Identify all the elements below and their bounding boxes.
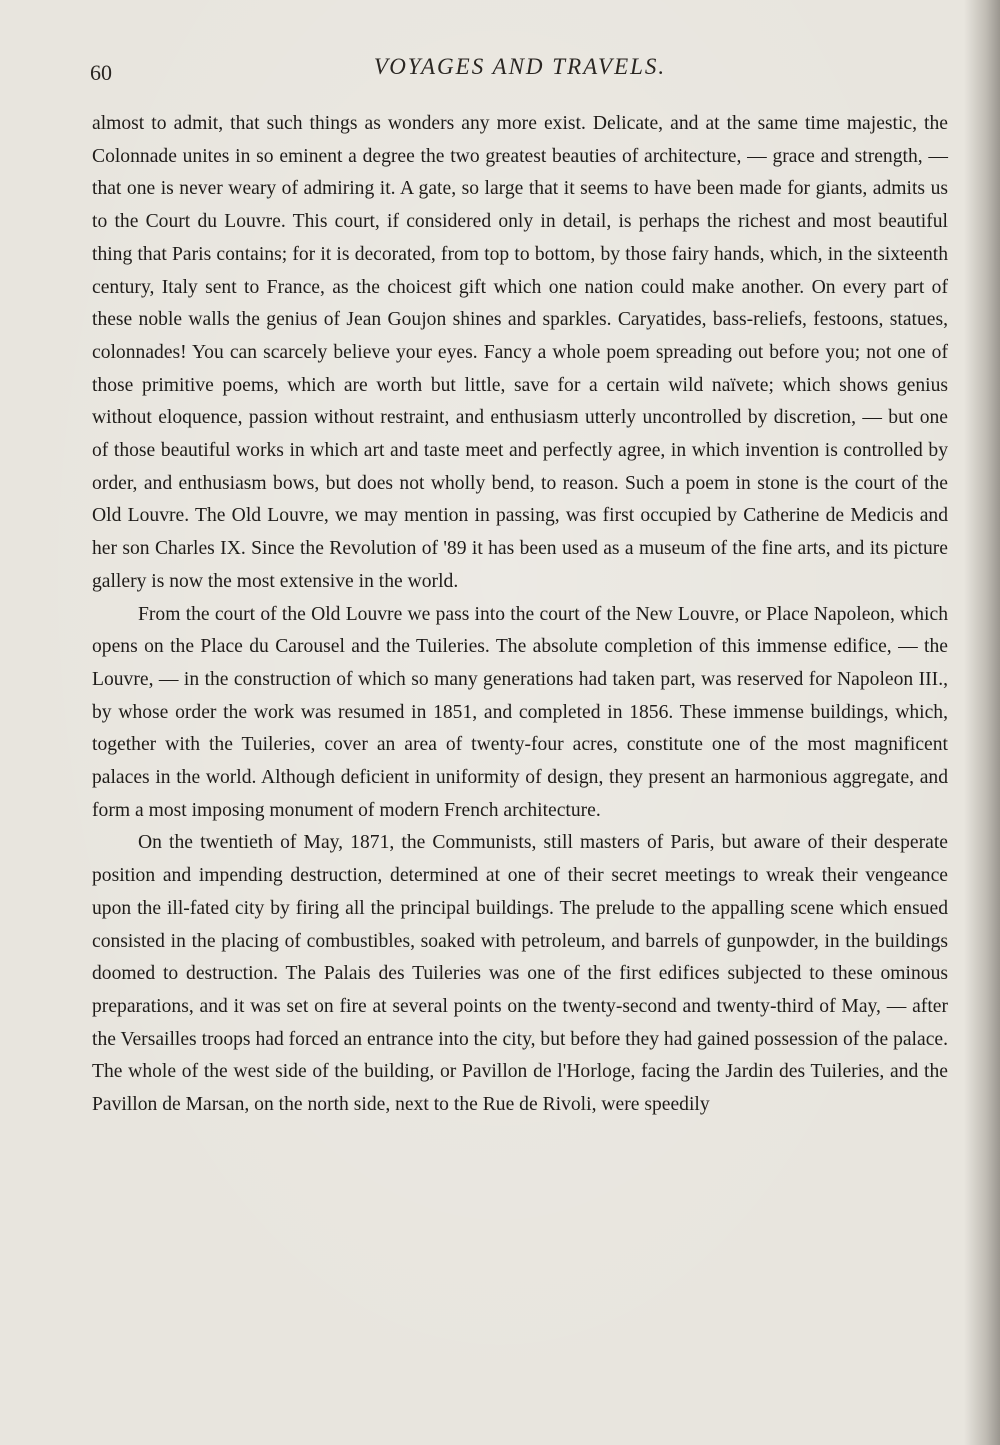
body-text [92, 108, 948, 1122]
page-number: 60 [90, 60, 112, 85]
paragraph-2: From the court of the Old Louvre we pass into the court of the New Louvre, or Place Napoleon, which opens on the Place du Carousel and the Tuileries. The absolute completion of this immense edifice, — the Louvre, — in the construction of which so many generations had taken part, was reserved for Napoleon III., by whose order the work was resumed in 1851, and completed in 1856. These immense buildings, which, together with the Tuileries, cover an area of twenty-four acres, constitute one of the most magnificent palaces in the world. Although deficient in uniformity of design, they present an harmonious aggregate, and form a most imposing monument of modern French architecture. [92, 603, 948, 821]
paragraph-3: On the twentieth of May, 1871, the Communists, still masters of Paris, but aware of their desperate position and impending destruction, determined at one of their secret meetings to wreak their vengeance upon the ill-fated city by firing all the principal buildings. The prelude to the appalling scene which ensued consisted in the placing of combustibles, soaked with petroleum, and barrels of gunpowder, in the buildings doomed to destruction. The Palais des Tuileries was one of the first edifices subjected to these ominous preparations, and it was set on fire at several points on the twenty-second and twenty-third of May, — after the Versailles troops had forced an entrance into the city, but before they had gained possession of the palace. The whole of the west side of the building, or Pavillon de l'Horloge, facing the Jardin des Tuileries, and the Pavillon de Marsan, on the north side, next to the Rue de Rivoli, were speedily [92, 832, 948, 1116]
paragraph-1: almost to admit, that such things as wonders any more exist. Delicate, and at the same time majestic, the Colonnade unites in so eminent a degree the two greatest beauties of architecture, — grace and strength, — that one is never weary of admiring it. A gate, so large that it seems to have been made for giants, admits us to the Court du Louvre. This court, if considered only in detail, is perhaps the richest and most beautiful thing that Paris contains; for it is decorated, from top to bottom, by those fairy hands, which, in the sixteenth century, Italy sent to France, as the choicest gift which one nation could make another. On every part of these noble walls the genius of Jean Goujon shines and sparkles. Caryatides, bass-reliefs, festoons, statues, colonnades! You can scarcely believe your eyes. Fancy a whole poem spreading out before you; not one of those primitive poems, which are worth but little, save for a certain wild naïvete; which shows genius without eloquence, passion without restraint, and enthusiasm utterly uncontrolled by discretion, — but one of those beautiful works in which art and taste meet and perfectly agree, in which invention is controlled by order, and enthusiasm bows, but does not wholly bend, to reason. Such a poem in stone is the court of the Old Louvre. The Old Louvre, we may mention in passing, was first occupied by Catherine de Medicis and her son Charles IX. Since the Revolution of '89 it has been used as a museum of the fine arts, and its picture gallery is now the most extensive in the world. [92, 113, 948, 592]
running-title: VOYAGES AND TRAVELS. [373, 54, 667, 79]
page-gutter-shadow [964, 0, 1000, 1445]
page-header [90, 52, 950, 92]
